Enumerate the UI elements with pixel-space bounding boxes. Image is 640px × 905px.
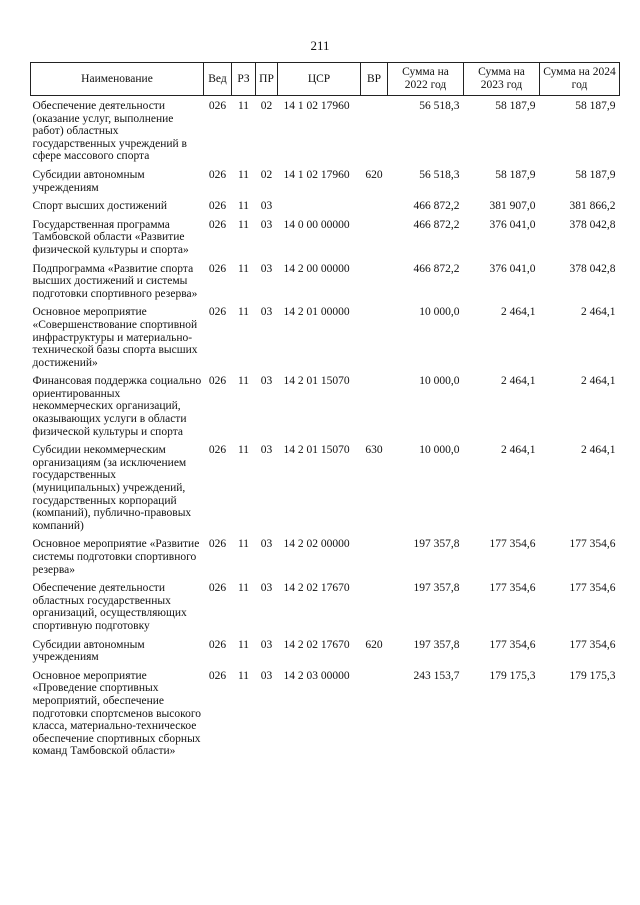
row-name: Обеспечение деятельности (оказание услуг, выполнение работ) областных государственных учреждений в сфере массового спорта	[32, 100, 187, 163]
row-ved: 026	[208, 218, 227, 231]
row-sum-2023: 2 464,1	[501, 444, 536, 457]
row-ved: 026	[208, 200, 227, 213]
header-vr: ВР	[361, 63, 388, 96]
row-name: Государственная программа Тамбовской области «Развитие физической культуры и спорта»	[32, 218, 189, 256]
row-sum-2024: 179 175,3	[569, 669, 616, 682]
row-sum-2022: 10 000,0	[419, 306, 460, 319]
row-vr	[361, 576, 388, 632]
header-name: Наименование	[31, 63, 204, 96]
row-rz: 11	[237, 538, 250, 551]
row-name: Финансовая поддержка социально ориентированных некоммерческих организаций, оказывающих услуги в области физической культуры и спорта	[32, 375, 202, 438]
row-name: Субсидии автономным учреждениям	[32, 638, 145, 664]
row-pr: 03	[260, 200, 273, 213]
row-name: Обеспечение деятельности областных государственных организаций, осуществляющих спортивную подготовку	[32, 582, 187, 632]
row-vr: 630	[365, 444, 383, 457]
table-row	[31, 633, 620, 664]
row-sum-2024: 58 187,9	[575, 100, 616, 112]
row-sum-2022: 197 357,8	[413, 638, 460, 651]
header-sum-2024: Сумма на 2024 год	[540, 63, 620, 96]
row-sum-2024: 177 354,6	[569, 538, 616, 551]
row-rz: 11	[237, 168, 250, 181]
row-vr: 620	[365, 638, 383, 651]
row-sum-2023: 376 041,0	[489, 262, 536, 275]
row-csr: 14 0 00 00000	[283, 218, 350, 231]
table-row	[31, 213, 620, 257]
table-row	[31, 300, 620, 369]
row-sum-2022: 466 872,2	[413, 262, 460, 275]
budget-table	[30, 62, 620, 758]
row-vr	[361, 96, 388, 163]
row-sum-2023: 376 041,0	[489, 218, 536, 231]
table-row	[31, 96, 620, 163]
table-row	[31, 664, 620, 758]
row-rz: 11	[237, 375, 250, 388]
row-sum-2023: 179 175,3	[489, 669, 536, 682]
row-sum-2022: 56 518,3	[419, 168, 460, 181]
row-rz: 11	[237, 306, 250, 319]
row-pr: 02	[260, 168, 273, 181]
row-sum-2023: 381 907,0	[489, 200, 536, 213]
row-pr: 03	[260, 538, 273, 551]
header-sum-2023: Сумма на 2023 год	[464, 63, 540, 96]
row-pr: 03	[260, 638, 273, 651]
row-csr: 14 2 03 00000	[283, 669, 350, 682]
row-vr	[361, 300, 388, 369]
row-csr: 14 2 01 00000	[283, 306, 350, 319]
row-sum-2024: 58 187,9	[575, 168, 616, 181]
row-sum-2023: 177 354,6	[489, 582, 536, 595]
row-pr: 03	[260, 218, 273, 231]
row-sum-2022: 10 000,0	[419, 444, 460, 457]
row-ved: 026	[208, 100, 227, 112]
row-name: Подпрограмма «Развитие спорта высших достижений и системы подготовки спортивного резерва»	[32, 262, 198, 300]
row-sum-2022: 197 357,8	[413, 538, 460, 551]
row-sum-2024: 177 354,6	[569, 638, 616, 651]
row-csr: 14 2 02 17670	[283, 582, 350, 595]
row-csr: 14 2 00 00000	[283, 262, 350, 275]
row-sum-2022: 10 000,0	[419, 375, 460, 388]
header-rz: РЗ	[232, 63, 256, 96]
row-csr: 14 2 01 15070	[283, 375, 350, 388]
row-name: Субсидии некоммерческим организациям (за исключением государственных (муниципальных) учреждений, государственных корпораций (компаний), публично-правовых компаний)	[32, 444, 192, 532]
table-row	[31, 257, 620, 301]
row-sum-2023: 58 187,9	[495, 168, 536, 181]
table-row	[31, 576, 620, 632]
row-name: Основное мероприятие «Совершенствование спортивной инфраструктуры и материально-технической базы спорта высших достижений»	[32, 306, 198, 369]
row-vr	[361, 213, 388, 257]
row-vr	[361, 664, 388, 758]
row-ved: 026	[208, 669, 227, 682]
table-header	[31, 63, 620, 96]
table-row	[31, 438, 620, 532]
row-sum-2022: 56 518,3	[419, 100, 460, 112]
row-ved: 026	[208, 638, 227, 651]
row-name: Субсидии автономным учреждениям	[32, 168, 145, 194]
row-pr: 03	[260, 306, 273, 319]
row-pr: 03	[260, 582, 273, 595]
row-sum-2022: 197 357,8	[413, 582, 460, 595]
row-sum-2024: 2 464,1	[581, 444, 616, 457]
row-sum-2022: 466 872,2	[413, 200, 460, 213]
row-csr: 14 2 01 15070	[283, 444, 350, 457]
row-sum-2024: 2 464,1	[581, 306, 616, 319]
table-row	[31, 369, 620, 438]
row-sum-2024: 378 042,8	[569, 218, 616, 231]
row-rz: 11	[237, 669, 250, 682]
row-ved: 026	[208, 168, 227, 181]
row-ved: 026	[208, 375, 227, 388]
row-rz: 11	[237, 200, 250, 213]
row-vr	[361, 369, 388, 438]
header-pr: ПР	[256, 63, 278, 96]
row-csr	[278, 194, 361, 213]
row-pr: 02	[260, 100, 273, 112]
row-vr	[361, 532, 388, 576]
header-sum-2022: Сумма на 2022 год	[388, 63, 464, 96]
row-rz: 11	[237, 218, 250, 231]
row-pr: 03	[260, 444, 273, 457]
row-sum-2024: 378 042,8	[569, 262, 616, 275]
row-rz: 11	[237, 262, 250, 275]
header-csr: ЦСР	[278, 63, 361, 96]
page-number: 211	[310, 38, 330, 53]
row-sum-2023: 177 354,6	[489, 538, 536, 551]
row-ved: 026	[208, 582, 227, 595]
row-sum-2024: 2 464,1	[581, 375, 616, 388]
row-sum-2023: 2 464,1	[501, 375, 536, 388]
row-sum-2023: 177 354,6	[489, 638, 536, 651]
row-csr: 14 1 02 17960	[283, 168, 350, 181]
row-ved: 026	[208, 306, 227, 319]
row-pr: 03	[260, 669, 273, 682]
row-ved: 026	[208, 262, 227, 275]
row-pr: 03	[260, 262, 273, 275]
row-rz: 11	[237, 638, 250, 651]
row-vr	[361, 257, 388, 301]
row-name: Основное мероприятие «Развитие системы подготовки спортивного резерва»	[32, 538, 200, 576]
header-ved: Вед	[204, 63, 232, 96]
table-row	[31, 194, 620, 213]
row-csr: 14 2 02 00000	[283, 538, 350, 551]
row-sum-2022: 466 872,2	[413, 218, 460, 231]
row-name: Спорт высших достижений	[32, 200, 168, 213]
row-rz: 11	[237, 582, 250, 595]
row-rz: 11	[237, 444, 250, 457]
row-sum-2024: 177 354,6	[569, 582, 616, 595]
row-sum-2023: 2 464,1	[501, 306, 536, 319]
table-row	[31, 532, 620, 576]
row-vr: 620	[365, 168, 383, 181]
row-ved: 026	[208, 444, 227, 457]
row-vr	[361, 194, 388, 213]
row-sum-2024: 381 866,2	[569, 200, 616, 213]
row-csr: 14 2 02 17670	[283, 638, 350, 651]
row-pr: 03	[260, 375, 273, 388]
table-body	[31, 96, 620, 758]
table-row	[31, 163, 620, 194]
row-sum-2022: 243 153,7	[413, 669, 460, 682]
row-csr: 14 1 02 17960	[283, 100, 350, 112]
row-name: Основное мероприятие «Проведение спортивных мероприятий, обеспечение подготовки спортсменов высокого класса, материально-техническое обеспечение спортивных сборных команд Тамбовской области»	[32, 669, 202, 758]
row-ved: 026	[208, 538, 227, 551]
row-sum-2023: 58 187,9	[495, 100, 536, 112]
row-rz: 11	[237, 100, 250, 112]
